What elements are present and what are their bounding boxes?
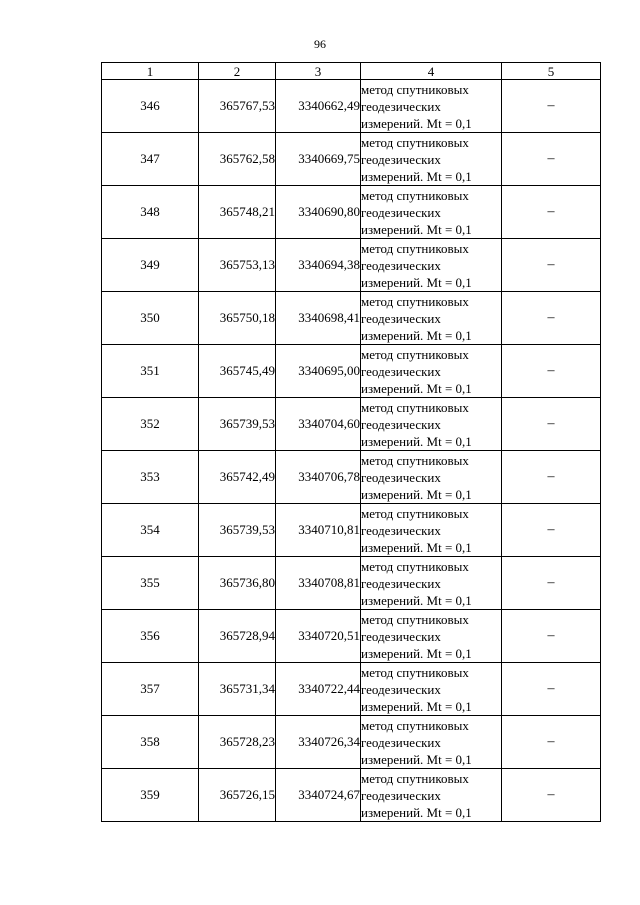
method-cell: метод спутниковых геодезических измерений. Mt = 0,1	[361, 239, 502, 292]
coordinates-table	[101, 62, 601, 822]
note-cell: –	[502, 398, 601, 451]
table-row	[102, 557, 601, 610]
note-cell: –	[502, 557, 601, 610]
y-coordinate-cell: 3340706,78	[276, 451, 361, 504]
table-row	[102, 663, 601, 716]
method-cell: метод спутниковых геодезических измерений. Mt = 0,1	[361, 80, 502, 133]
y-coordinate-cell: 3340726,34	[276, 716, 361, 769]
table-body	[102, 80, 601, 822]
point-number-cell: 358	[102, 716, 199, 769]
method-cell: метод спутниковых геодезических измерений. Mt = 0,1	[361, 451, 502, 504]
x-coordinate-cell: 365731,34	[199, 663, 276, 716]
point-number-cell: 348	[102, 186, 199, 239]
header-cell-3: 3	[276, 63, 361, 80]
table-row	[102, 345, 601, 398]
y-coordinate-cell: 3340662,49	[276, 80, 361, 133]
x-coordinate-cell: 365762,58	[199, 133, 276, 186]
y-coordinate-cell: 3340698,41	[276, 292, 361, 345]
x-coordinate-cell: 365728,94	[199, 610, 276, 663]
note-cell: –	[502, 292, 601, 345]
table-header-row	[102, 63, 601, 80]
y-coordinate-cell: 3340704,60	[276, 398, 361, 451]
y-coordinate-cell: 3340695,00	[276, 345, 361, 398]
y-coordinate-cell: 3340694,38	[276, 239, 361, 292]
table-row	[102, 504, 601, 557]
x-coordinate-cell: 365739,53	[199, 504, 276, 557]
x-coordinate-cell: 365736,80	[199, 557, 276, 610]
method-cell: метод спутниковых геодезических измерений. Mt = 0,1	[361, 610, 502, 663]
table-row	[102, 610, 601, 663]
method-cell: метод спутниковых геодезических измерений. Mt = 0,1	[361, 557, 502, 610]
table-row	[102, 398, 601, 451]
point-number-cell: 357	[102, 663, 199, 716]
table-row	[102, 80, 601, 133]
note-cell: –	[502, 133, 601, 186]
method-cell: метод спутниковых геодезических измерений. Mt = 0,1	[361, 716, 502, 769]
note-cell: –	[502, 345, 601, 398]
point-number-cell: 347	[102, 133, 199, 186]
table-row	[102, 769, 601, 822]
note-cell: –	[502, 186, 601, 239]
method-cell: метод спутниковых геодезических измерений. Mt = 0,1	[361, 133, 502, 186]
x-coordinate-cell: 365753,13	[199, 239, 276, 292]
point-number-cell: 356	[102, 610, 199, 663]
x-coordinate-cell: 365767,53	[199, 80, 276, 133]
header-cell-5: 5	[502, 63, 601, 80]
point-number-cell: 349	[102, 239, 199, 292]
x-coordinate-cell: 365742,49	[199, 451, 276, 504]
method-cell: метод спутниковых геодезических измерений. Mt = 0,1	[361, 769, 502, 822]
header-cell-1: 1	[102, 63, 199, 80]
table-row	[102, 292, 601, 345]
point-number-cell: 346	[102, 80, 199, 133]
table-row	[102, 239, 601, 292]
method-cell: метод спутниковых геодезических измерений. Mt = 0,1	[361, 345, 502, 398]
y-coordinate-cell: 3340720,51	[276, 610, 361, 663]
header-cell-2: 2	[199, 63, 276, 80]
page-number: 96	[314, 37, 326, 51]
point-number-cell: 359	[102, 769, 199, 822]
x-coordinate-cell: 365739,53	[199, 398, 276, 451]
note-cell: –	[502, 80, 601, 133]
note-cell: –	[502, 716, 601, 769]
x-coordinate-cell: 365748,21	[199, 186, 276, 239]
x-coordinate-cell: 365750,18	[199, 292, 276, 345]
point-number-cell: 355	[102, 557, 199, 610]
method-cell: метод спутниковых геодезических измерений. Mt = 0,1	[361, 186, 502, 239]
y-coordinate-cell: 3340708,81	[276, 557, 361, 610]
y-coordinate-cell: 3340710,81	[276, 504, 361, 557]
point-number-cell: 351	[102, 345, 199, 398]
point-number-cell: 350	[102, 292, 199, 345]
note-cell: –	[502, 504, 601, 557]
x-coordinate-cell: 365726,15	[199, 769, 276, 822]
y-coordinate-cell: 3340724,67	[276, 769, 361, 822]
point-number-cell: 354	[102, 504, 199, 557]
y-coordinate-cell: 3340669,75	[276, 133, 361, 186]
method-cell: метод спутниковых геодезических измерений. Mt = 0,1	[361, 663, 502, 716]
note-cell: –	[502, 451, 601, 504]
note-cell: –	[502, 239, 601, 292]
table-row	[102, 451, 601, 504]
point-number-cell: 353	[102, 451, 199, 504]
x-coordinate-cell: 365745,49	[199, 345, 276, 398]
y-coordinate-cell: 3340722,44	[276, 663, 361, 716]
note-cell: –	[502, 769, 601, 822]
table-row	[102, 186, 601, 239]
x-coordinate-cell: 365728,23	[199, 716, 276, 769]
table-row	[102, 716, 601, 769]
method-cell: метод спутниковых геодезических измерений. Mt = 0,1	[361, 504, 502, 557]
point-number-cell: 352	[102, 398, 199, 451]
method-cell: метод спутниковых геодезических измерений. Mt = 0,1	[361, 292, 502, 345]
method-cell: метод спутниковых геодезических измерений. Mt = 0,1	[361, 398, 502, 451]
note-cell: –	[502, 610, 601, 663]
y-coordinate-cell: 3340690,80	[276, 186, 361, 239]
note-cell: –	[502, 663, 601, 716]
header-cell-4: 4	[361, 63, 502, 80]
table-row	[102, 133, 601, 186]
